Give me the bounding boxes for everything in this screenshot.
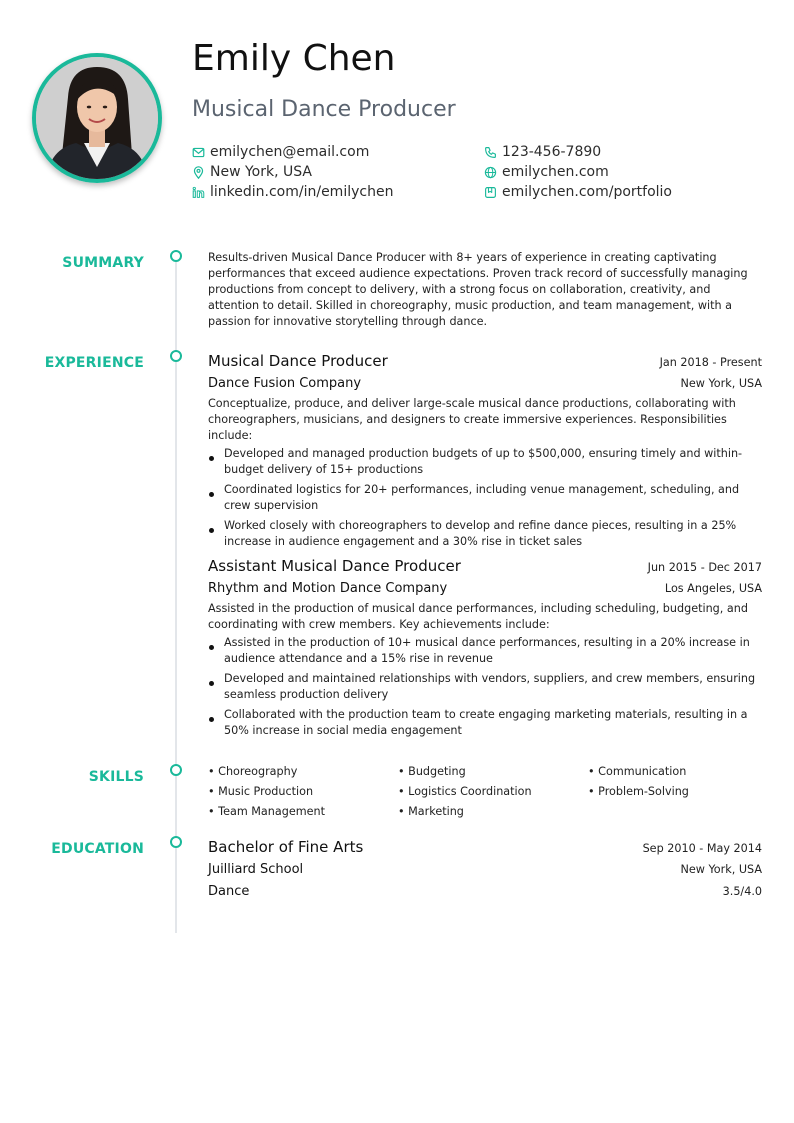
job-title: Musical Dance Producer: [208, 352, 388, 370]
skill-item: • Logistics Coordination: [398, 784, 588, 800]
field-of-study: Dance: [208, 884, 250, 899]
job-description: Conceptualize, produce, and deliver large-scale musical dance productions, collaborating with choreographers, musicians, and designers to create immersive experiences. Responsibilities include:: [208, 397, 736, 442]
experience-job: [208, 351, 762, 554]
globe-icon: [484, 166, 497, 179]
candidate-title: Musical Dance Producer: [192, 97, 456, 122]
section-label-summary: SUMMARY: [62, 255, 144, 271]
mail-icon: [192, 146, 205, 159]
linkedin-icon: [192, 186, 205, 199]
job-title: Assistant Musical Dance Producer: [208, 557, 461, 575]
contact-info: [192, 142, 712, 202]
skill-item: • Problem-Solving: [588, 784, 762, 800]
list-item: Assisted in the production of 10+ musical dance performances, resulting in a 20% increase in audience attendance and a 15% rise in revenue: [208, 635, 762, 667]
summary-text: Results-driven Musical Dance Producer with 8+ years of experience in creating captivating performances that exceed audience expectations. Proven track record of successfully managing productions from concept to delivery, with a strong focus on collaboration, creativity, and attention to detail. Skilled in choreography, music production, and team management, with a passion for innovative storytelling through dance.: [208, 251, 748, 328]
timeline-dot: [170, 250, 182, 262]
timeline-dot: [170, 836, 182, 848]
job-dates: Jan 2018 - Present: [659, 356, 762, 369]
portfolio-text: emilychen.com/portfolio: [502, 184, 672, 200]
job-location: Los Angeles, USA: [664, 582, 762, 595]
list-item: Developed and managed production budgets of up to $500,000, ensuring timely and within-budget delivery of 15+ productions: [208, 446, 762, 478]
section-label-skills: SKILLS: [88, 769, 144, 785]
website-text: emilychen.com: [502, 164, 609, 180]
contact-website[interactable]: [484, 162, 712, 182]
profile-photo: [32, 53, 162, 183]
contact-linkedin[interactable]: [192, 182, 484, 202]
summary-section: [208, 250, 762, 330]
skill-item: • Marketing: [398, 804, 588, 820]
skill-item: • Team Management: [208, 804, 398, 820]
contact-email[interactable]: [192, 142, 484, 162]
school-name: Juilliard School: [208, 862, 304, 877]
education-dates: Sep 2010 - May 2014: [642, 842, 762, 855]
list-item: Developed and maintained relationships with vendors, suppliers, and crew members, ensuring seamless production delivery: [208, 671, 762, 703]
job-description: Assisted in the production of musical dance performances, including scheduling, budgeting, and coordinating with crew members. Key achievements include:: [208, 602, 748, 631]
school-location: New York, USA: [680, 863, 762, 876]
education-section: [208, 837, 762, 901]
skill-item: • Choreography: [208, 764, 398, 780]
timeline-dot: [170, 764, 182, 776]
skill-item: • Budgeting: [398, 764, 588, 780]
list-item: Collaborated with the production team to create engaging marketing materials, resulting in a 50% increase in social media engagement: [208, 707, 762, 739]
section-label-experience: EXPERIENCE: [44, 355, 144, 371]
job-location: New York, USA: [680, 377, 762, 390]
gpa: 3.5/4.0: [722, 885, 762, 898]
experience-job: [208, 556, 762, 743]
skill-item: • Music Production: [208, 784, 398, 800]
email-text: emilychen@email.com: [210, 144, 370, 160]
contact-location: [192, 162, 484, 182]
contact-portfolio[interactable]: [484, 182, 712, 202]
phone-icon: [484, 146, 497, 159]
location-text: New York, USA: [210, 164, 312, 180]
list-item: Worked closely with choreographers to develop and refine dance pieces, resulting in a 25% increase in audience engagement and a 30% rise in ticket sales: [208, 518, 762, 550]
job-company: Dance Fusion Company: [208, 376, 362, 391]
list-item: Coordinated logistics for 20+ performances, including venue management, scheduling, and crew supervision: [208, 482, 762, 514]
timeline-dot: [170, 350, 182, 362]
contact-phone[interactable]: [484, 142, 712, 162]
map-pin-icon: [192, 166, 205, 179]
phone-text: 123-456-7890: [502, 144, 602, 160]
candidate-name: Emily Chen: [192, 38, 396, 79]
skills-section: [208, 764, 762, 820]
degree-title: Bachelor of Fine Arts: [208, 838, 364, 856]
linkedin-text: linkedin.com/in/emilychen: [210, 184, 394, 200]
skill-item: • Communication: [588, 764, 762, 780]
portfolio-icon: [484, 186, 497, 199]
job-dates: Jun 2015 - Dec 2017: [647, 561, 762, 574]
section-label-education: EDUCATION: [51, 841, 144, 857]
job-company: Rhythm and Motion Dance Company: [208, 581, 448, 596]
